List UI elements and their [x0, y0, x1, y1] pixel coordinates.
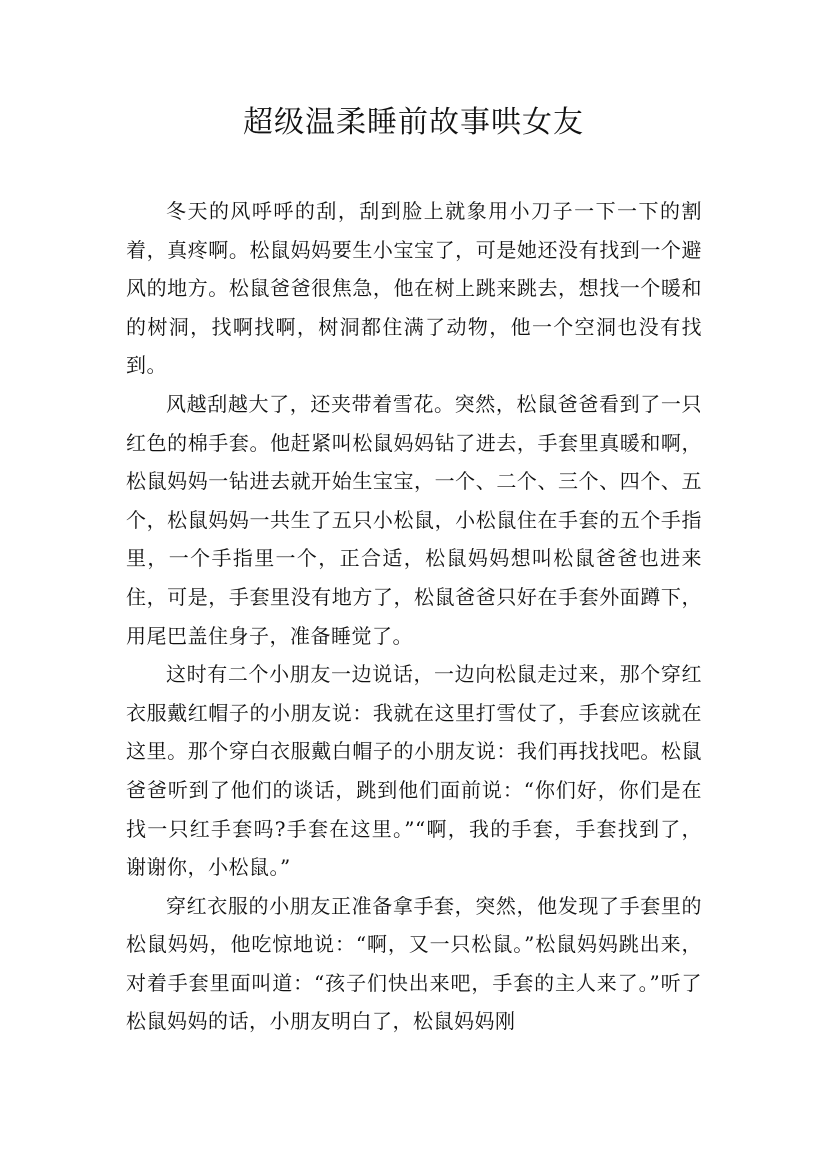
document-body [126, 192, 702, 1041]
document-title: 超级温柔睡前故事哄女友 [243, 105, 584, 140]
paragraph-3: 这时有二个小朋友一边说话，一边向松鼠走过来，那个穿红衣服戴红帽子的小朋友说：我就在这里打雪仗了，手套应该就在这里。那个穿白衣服戴白帽子的小朋友说：我们再找找吧。松鼠爸爸听到了他们的谈话，跳到他们面前说：“你们好，你们是在找一只红手套吗?手套在这里。”“啊，我的手套，手套找到了，谢谢你，小松鼠。” [126, 662, 702, 880]
paragraph-1: 冬天的风呼呼的刮，刮到脸上就象用小刀子一下一下的割着，真疼啊。松鼠妈妈要生小宝宝了，可是她还没有找到一个避风的地方。松鼠爸爸很焦急，他在树上跳来跳去，想找一个暖和的树洞，找啊找啊，树洞都住满了动物，他一个空洞也没有找到。 [126, 199, 702, 378]
paragraph-4: 穿红衣服的小朋友正准备拿手套，突然，他发现了手套里的松鼠妈妈，他吃惊地说：“啊，又一只松鼠。”松鼠妈妈跳出来，对着手套里面叫道：“孩子们快出来吧，手套的主人来了。”听了松鼠妈妈的话，小朋友明白了，松鼠妈妈刚 [126, 893, 702, 1034]
paragraph-2: 风越刮越大了，还夹带着雪花。突然，松鼠爸爸看到了一只红色的棉手套。他赶紧叫松鼠妈妈钻了进去，手套里真暖和啊，松鼠妈妈一钻进去就开始生宝宝，一个、二个、三个、四个、五个，松鼠妈妈一共生了五只小松鼠，小松鼠住在手套的五个手指里，一个手指里一个，正合适，松鼠妈妈想叫松鼠爸爸也进来住，可是，手套里没有地方了，松鼠爸爸只好在手套外面蹲下，用尾巴盖住身子，准备睡觉了。 [126, 391, 702, 648]
